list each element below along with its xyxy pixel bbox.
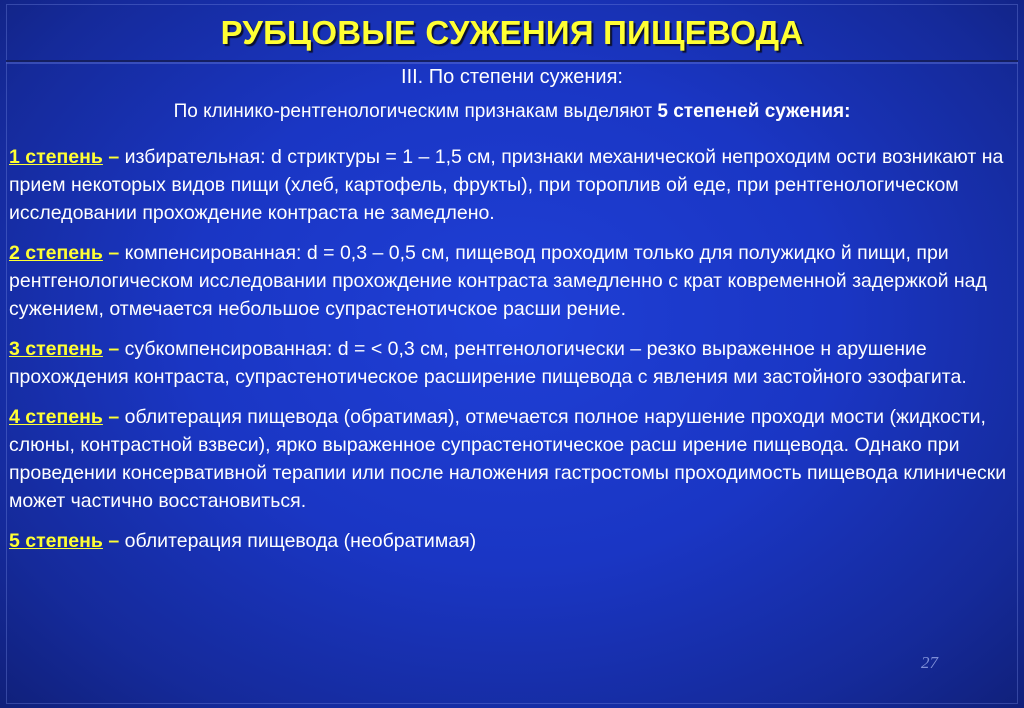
intro-line (0, 101, 1024, 123)
degree-label: 2 степень (9, 242, 103, 264)
degree-text: компенсированная: d = 0,3 – 0,5 см, пищевод проходим только для полужидко й пищи, при рентгенологическом исследовании прохождение контраста замедленно с крат ковременной задержкой над сужением, отмечается небольшое супрастенотичское расши рение. (9, 242, 987, 320)
degree-item-3 (9, 335, 1014, 391)
degree-dash: – (108, 338, 120, 360)
degree-item-5 (9, 527, 1014, 555)
degree-dash: – (108, 530, 120, 552)
degree-label: 5 степень (9, 530, 103, 552)
intro-bold-text: 5 степеней сужения: (657, 101, 851, 122)
degree-dash: – (108, 406, 120, 428)
degree-label: 3 степень (9, 338, 103, 360)
degree-label: 4 степень (9, 406, 103, 428)
title-bar (6, 4, 1018, 62)
degree-item-2 (9, 239, 1014, 323)
degree-text: облитерация пищевода (обратимая), отмечается полное нарушение проходи мости (жидкости, слюны, контрастной взвеси), ярко выраженное супрастенотическое расш ирение пищевода. Однако при проведении консервативной терапии или после наложения гастростомы проходимость пищевода клинически может частично восстановиться. (9, 406, 1007, 512)
slide-title: РУБЦОВЫЕ СУЖЕНИЯ ПИЩЕВОДА (220, 14, 804, 51)
degree-text: облитерация пищевода (необратимая) (119, 530, 477, 552)
degree-item-4 (9, 403, 1014, 515)
degree-text: избирательная: d стриктуры = 1 – 1,5 см, признаки механической непроходим ости возникают на прием некоторых видов пищи (хлеб, картофель, фрукты), при тороплив ой еде, при рентгенологическом исследовании прохождение контраста не замедлено. (9, 146, 1004, 224)
degree-text: субкомпенсированная: d = < 0,3 см, рентгенологически – резко выраженное н арушение прохождения контраста, супрастенотическое расширение пищевода с явления ми застойного эзофагита. (9, 338, 967, 388)
degree-item-1 (9, 143, 1014, 227)
intro-text: По клинико-рентгенологическим признакам выделяют (173, 101, 658, 122)
degree-dash: – (108, 242, 120, 264)
slide-subtitle: III. По степени сужения: (401, 66, 623, 88)
degrees-list (9, 143, 1014, 567)
page-number: 27 (921, 653, 938, 672)
degree-label: 1 степень (9, 146, 103, 168)
degree-dash: – (108, 146, 120, 168)
